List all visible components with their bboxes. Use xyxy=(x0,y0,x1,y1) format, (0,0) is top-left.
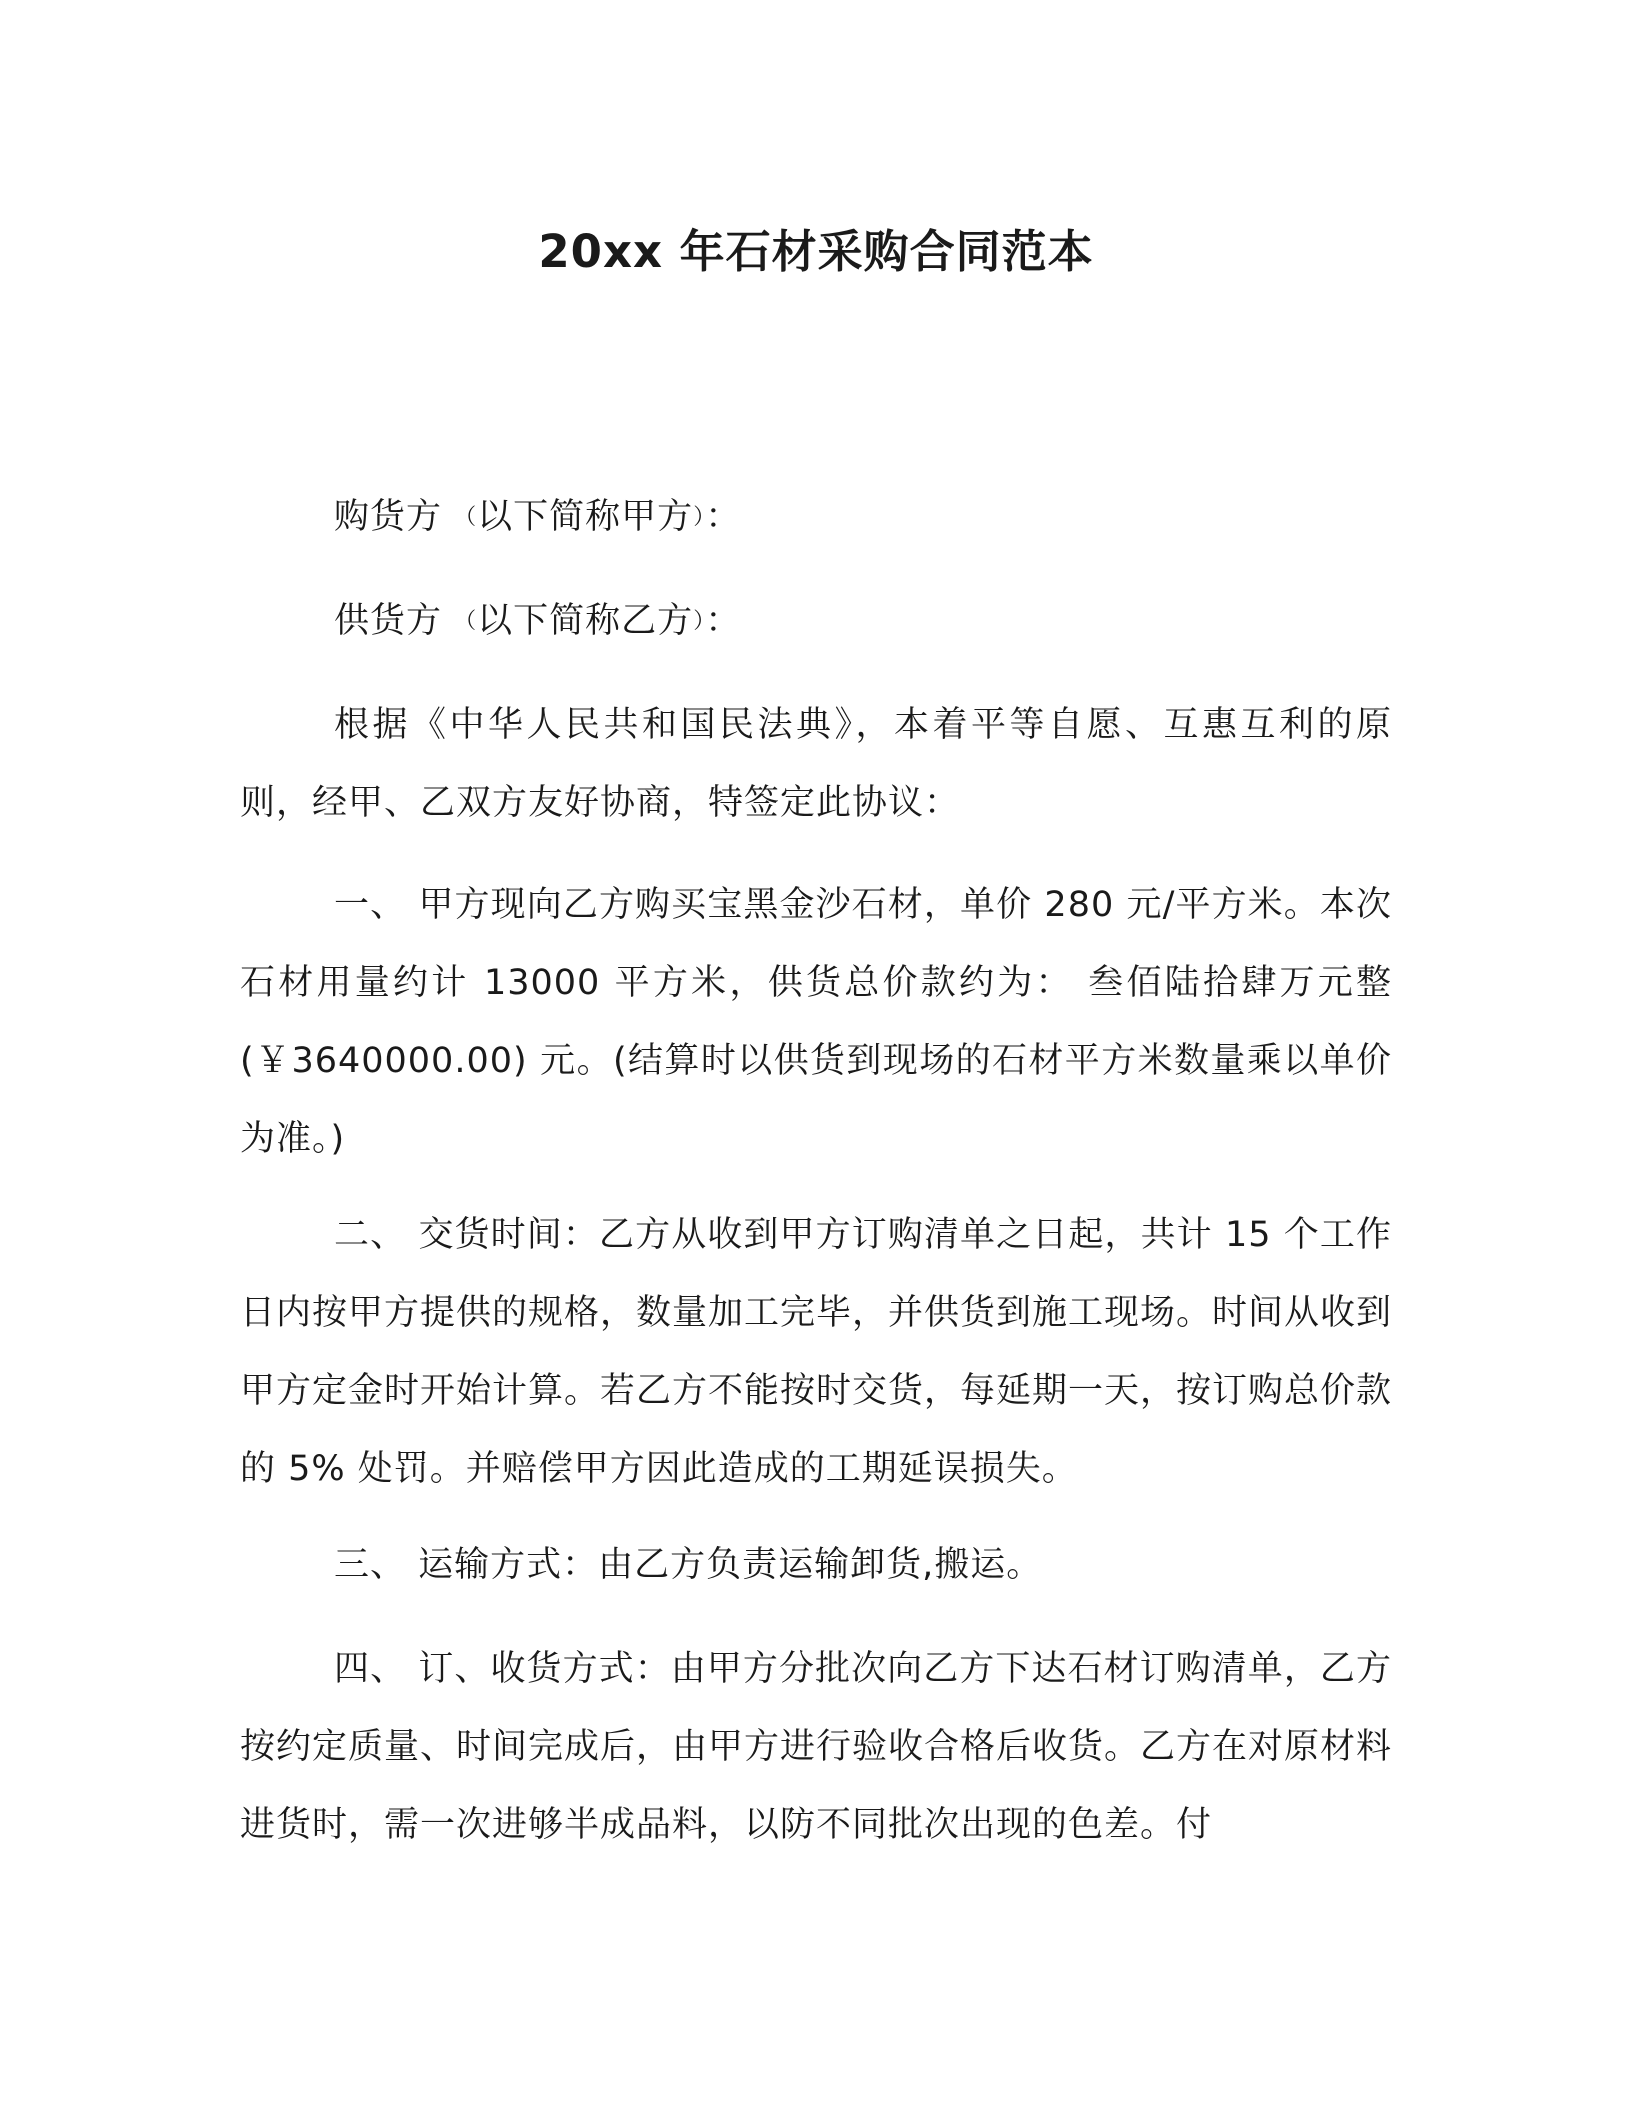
buyer-line xyxy=(240,478,1392,557)
supplier-paren-text: 以下简称乙方 xyxy=(477,601,694,641)
intro-block xyxy=(240,686,1392,842)
clause-4-paragraph: 四、 订、收货方式：由甲方分批次向乙方下达石材订购清单，乙方按约定质量、时间完成后，由甲方进行验收合格后收货。乙方在对原材料进货时，需一次进够半成品料，以防不同批次出现的色差。付 xyxy=(240,1649,1393,1845)
intro-paragraph: 根据《中华人民共和国民法典》，本着平等自愿、互惠互利的原则，经甲、乙双方友好协商，特签定此协议： xyxy=(240,705,1392,823)
supplier-line xyxy=(240,582,1392,661)
clause-2-block xyxy=(240,1196,1392,1508)
buyer-paren-text: 以下简称甲方 xyxy=(477,497,694,537)
document-title: 20xx 年石材采购合同范本 xyxy=(538,225,1094,278)
buyer-colon: ： xyxy=(705,497,742,537)
clause-1-paragraph: 一、 甲方现向乙方购买宝黑金沙石材，单价 280 元/平方米。本次石材用量约计 13000 平方米，供货总价款约为： 叁佰陆拾肆万元整(￥3640000.00) 元。(结算时以供货到现场的石材平方米数量乘以单价为准。) xyxy=(240,885,1392,1159)
supplier-colon: ： xyxy=(705,601,742,641)
buyer-paren-open: （ xyxy=(454,505,478,530)
clause-3-paragraph: 三、 运输方式：由乙方负责运输卸货,搬运。 xyxy=(334,1545,1043,1585)
clause-3-block xyxy=(240,1526,1392,1604)
clause-1-block xyxy=(240,866,1392,1178)
buyer-party xyxy=(240,478,1392,557)
clause-2-paragraph: 二、 交货时间：乙方从收到甲方订购清单之日起，共计 15 个工作日内按甲方提供的规格，数量加工完毕，并供货到施工现场。时间从收到甲方定金时开始计算。若乙方不能按时交货，每延期一天，按订购总价款的 5% 处罚。并赔偿甲方因此造成的工期延误损失。 xyxy=(240,1215,1393,1489)
buyer-paren-close: ） xyxy=(693,505,706,530)
supplier-party xyxy=(240,582,1392,661)
supplier-paren-open: （ xyxy=(454,609,478,634)
buyer-label: 购货方 xyxy=(334,497,443,537)
supplier-paren-close: ） xyxy=(693,609,706,634)
supplier-label: 供货方 xyxy=(334,601,443,641)
clause-4-block xyxy=(240,1630,1392,1864)
